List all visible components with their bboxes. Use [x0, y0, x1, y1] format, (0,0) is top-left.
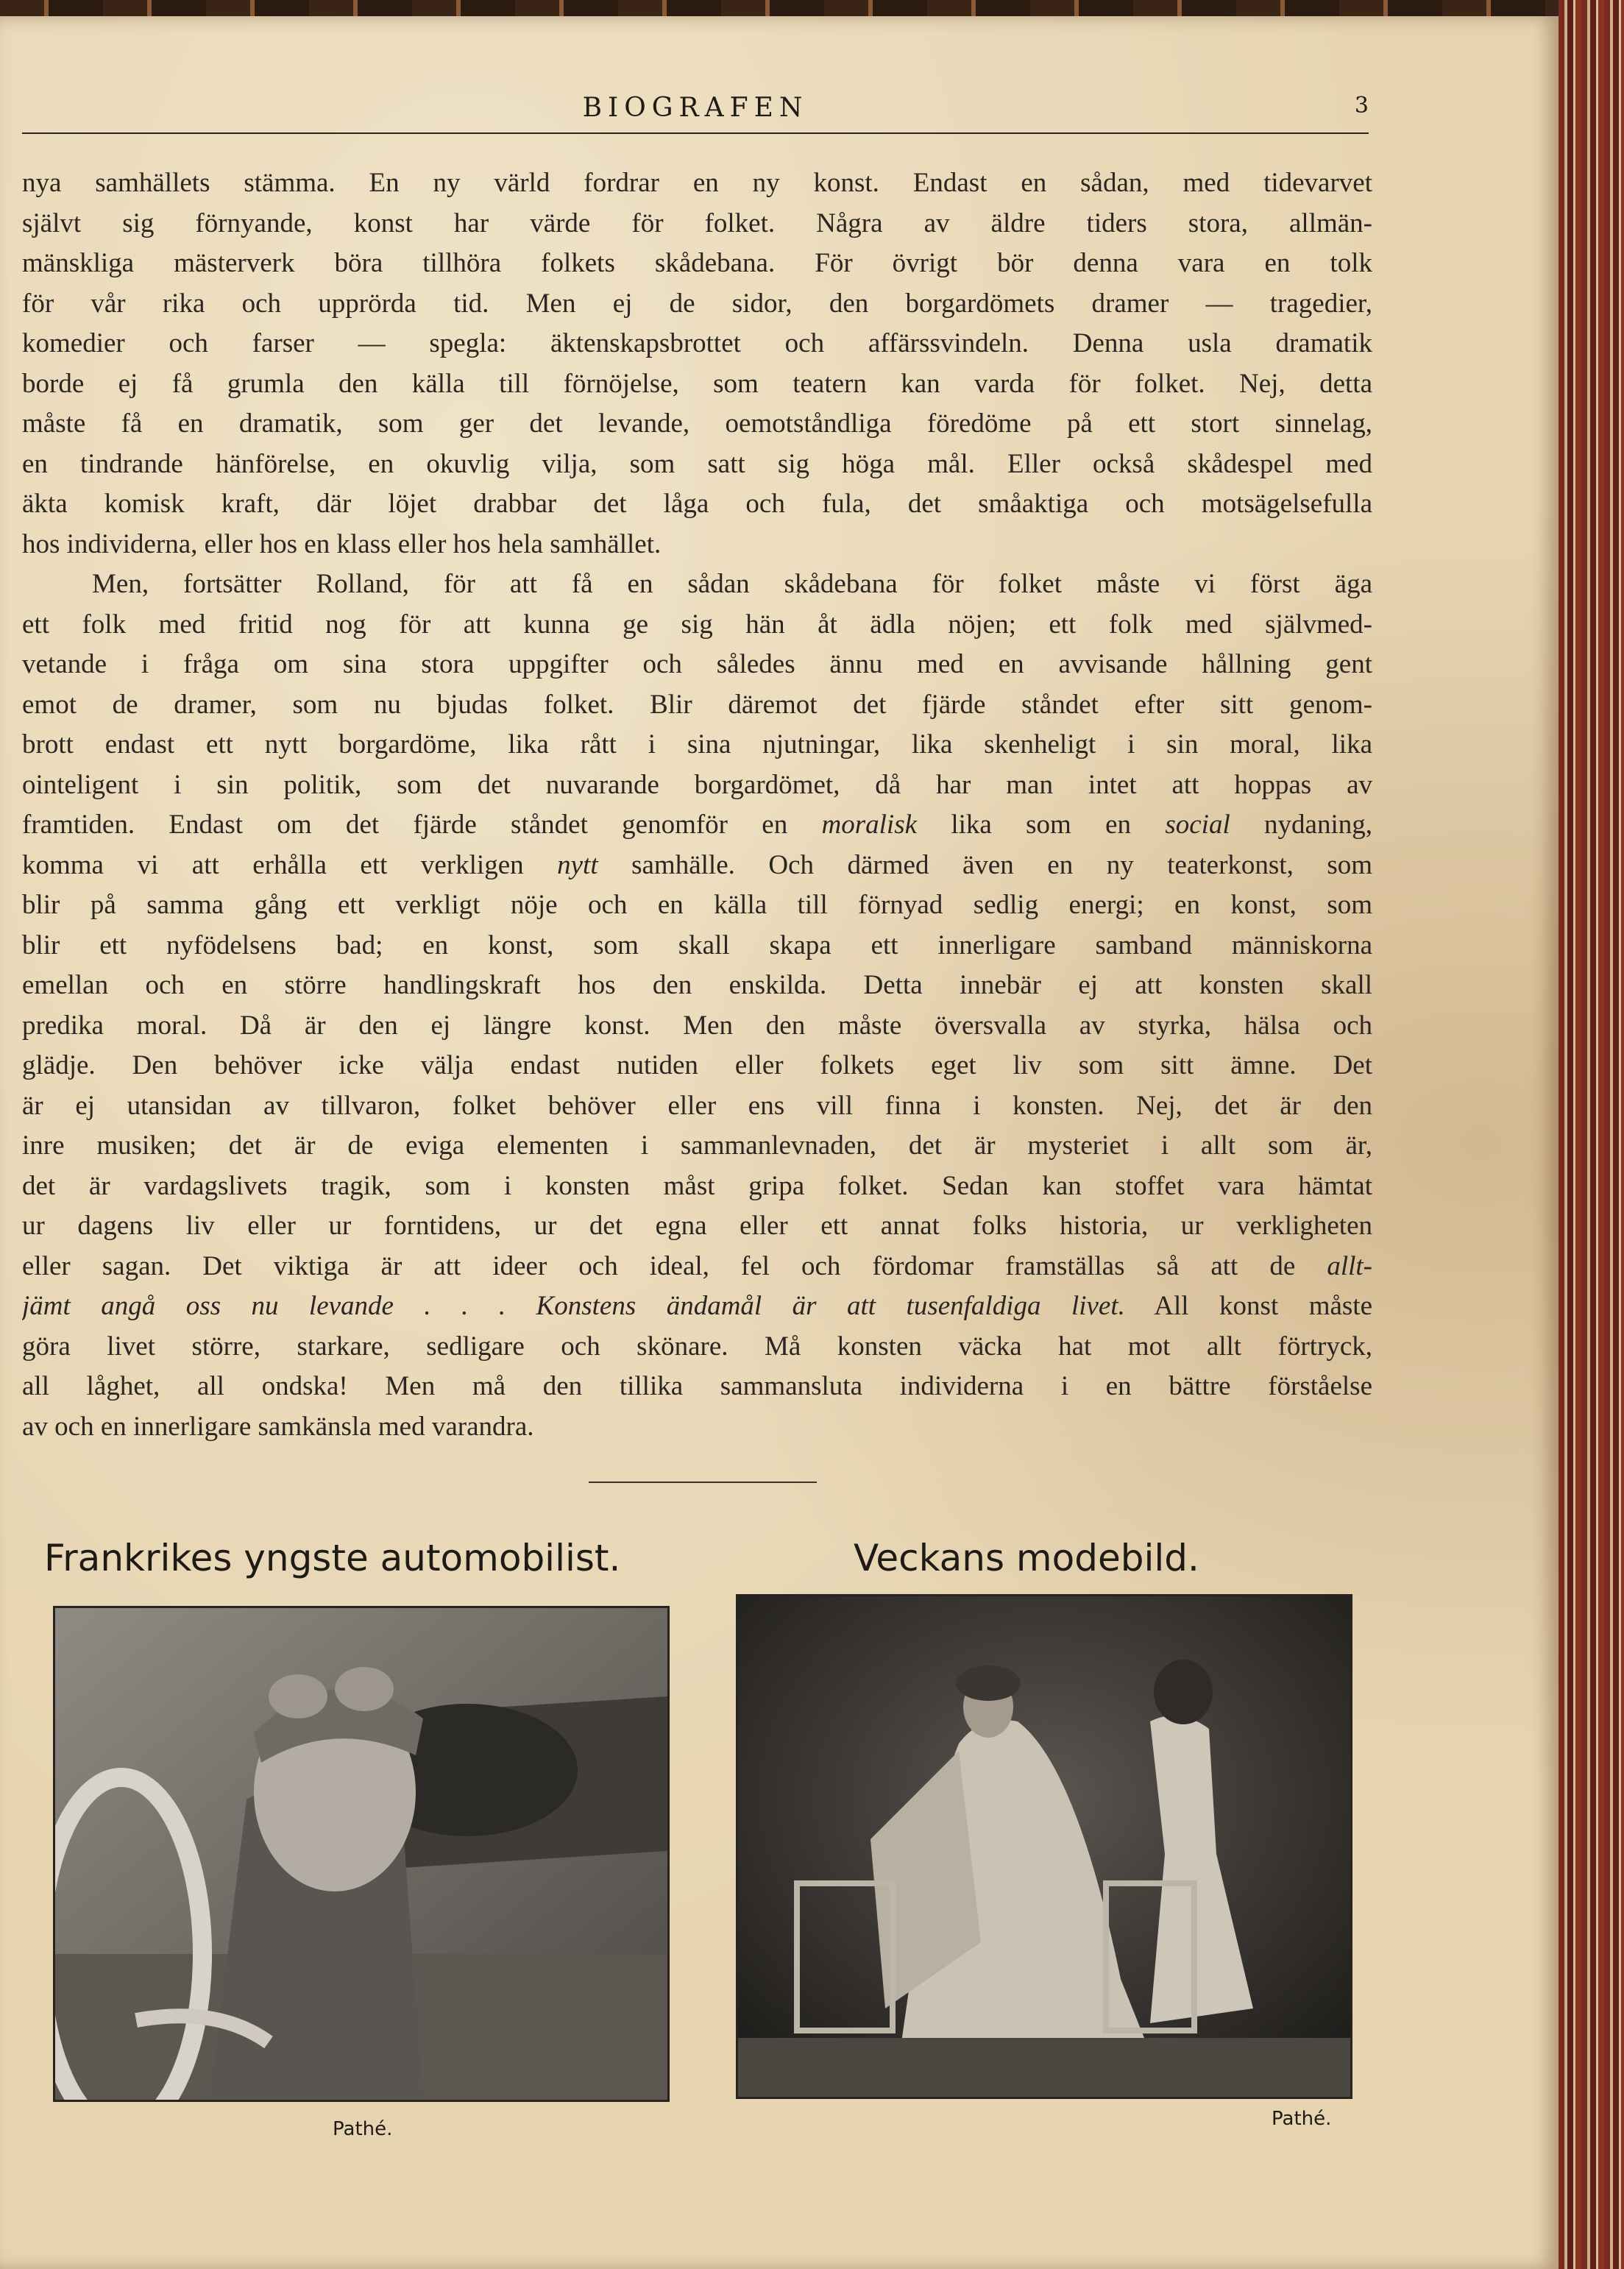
text-line: predika moral. Då är den ej längre konst. Men den måste översvalla av styrka, hälsa och: [22, 1010, 1372, 1041]
text-line: inre musiken; det är de eviga elementen i sammanlevnaden, det är mysteriet i allt som är,: [22, 1130, 1372, 1161]
right-photo-credit: Pathé.: [1272, 2108, 1332, 2130]
article-body: [22, 163, 1372, 1447]
text-line: ett folk med fritid nog för att kunna ge sig hän åt ädla nöjen; ett folk med självmed-: [22, 609, 1372, 640]
text-span: nydaning,: [1230, 810, 1372, 840]
text-line: [22, 1286, 1372, 1327]
right-photo-caption: Veckans modebild.: [854, 1537, 1199, 1579]
boy-in-car-photo: [53, 1606, 670, 2102]
text-line: [22, 1247, 1372, 1287]
text-line: blir ett nyfödelsens bad; en konst, som skall skapa ett innerligare samband människorna: [22, 930, 1372, 960]
section-divider: [589, 1482, 817, 1483]
page-number: 3: [1354, 93, 1369, 118]
text-span: framtiden. Endast om det fjärde ståndet genomför en: [22, 810, 822, 840]
text-line: äkta komisk kraft, där löjet drabbar det låga och fula, det småaktiga och motsägelsefulla: [22, 489, 1372, 519]
text-line: Men, fortsätter Rolland, för att få en sådan skådebana för folket måste vi först äga: [92, 569, 1372, 599]
text-line: göra livet större, starkare, sedligare och skönare. Må konsten väcka hat mot allt förtryck,: [22, 1331, 1372, 1362]
italic-span: social: [1165, 810, 1230, 840]
text-line: självt sig förnyande, konst har värde för folket. Några av äldre tiders stora, allmän-: [22, 208, 1372, 238]
left-photo-credit: Pathé.: [333, 2118, 393, 2140]
text-line: vetande i fråga om sina stora uppgifter och således ännu med en avvisande hållning gent: [22, 649, 1372, 679]
fashion-photo: [736, 1594, 1352, 2099]
text-line: hos individerna, eller hos en klass eller hos hela samhället.: [22, 528, 662, 559]
text-line: glädje. Den behöver icke välja endast nutiden eller folkets eget liv som sitt ämne. Det: [22, 1050, 1372, 1080]
text-line: är ej utansidan av tillvaron, folket behöver eller ens vill finna i konsten. Nej, det är den: [22, 1090, 1372, 1121]
left-photo-caption: Frankrikes yngste automobilist.: [44, 1537, 621, 1579]
text-line: brott endast ett nytt borgardöme, lika rått i sina njutningar, lika skenheligt i sin moral, lika: [22, 729, 1372, 760]
italic-span: moralisk: [821, 810, 918, 840]
publication-title: BIOGRAFEN: [582, 93, 809, 123]
text-span: lika som en: [917, 810, 1166, 840]
text-line: nya samhällets stämma. En ny värld fordrar en ny konst. Endast en sådan, med tidevarvet: [22, 168, 1372, 198]
magazine-page: [0, 16, 1559, 2269]
text-line: emot de dramer, som nu bjudas folket. Blir däremot det fjärde ståndet efter sitt genom-: [22, 689, 1372, 720]
text-line: borde ej få grumla den källa till förnöjelse, som teatern kan varda för folket. Nej, detta: [22, 368, 1372, 399]
text-line: all låghet, all ondska! Men må den tillika sammansluta individerna i en bättre förståelse: [22, 1371, 1372, 1401]
text-line: komedier och farser — spegla: äktenskapsbrottet och affärssvindeln. Denna usla dramatik: [22, 328, 1372, 358]
italic-span: jämt angå oss nu levande . . . Konstens ändamål är att tusenfaldiga livet.: [22, 1291, 1125, 1321]
text-line: blir på samma gång ett verkligt nöje och en källa till förnyad sedlig energi; en konst, som: [22, 890, 1372, 920]
text-line: [22, 846, 1372, 886]
text-line: det är vardagslivets tragik, som i konsten måst gripa folket. Sedan kan stoffet vara hämtat: [22, 1170, 1372, 1201]
book-edge: [1559, 0, 1624, 2269]
text-span: eller sagan. Det viktiga är att ideer och ideal, fel och fördomar framställas så att de: [22, 1250, 1327, 1281]
header-rule: [22, 132, 1369, 134]
text-line: ointeligent i sin politik, som det nuvarande borgardömet, då har man intet att hoppas av: [22, 769, 1372, 800]
italic-span: nytt: [557, 849, 598, 880]
page-header: [22, 74, 1369, 130]
text-span: samhälle. Och därmed även en ny teaterkonst, som: [598, 849, 1372, 880]
text-line: måste få en dramatik, som ger det levande, oemotståndliga föredöme på ett stort sinnelag,: [22, 408, 1372, 439]
text-line: mänskliga mästerverk böra tillhöra folkets skådebana. För övrigt bör denna vara en tolk: [22, 248, 1372, 278]
text-line: av och en innerligare samkänsla med varandra.: [22, 1411, 534, 1442]
italic-span: allt-: [1327, 1250, 1372, 1281]
text-line: för vår rika och upprörda tid. Men ej de sidor, den borgardömets dramer — tragedier,: [22, 288, 1372, 319]
text-line: en tindrande hänförelse, en okuvlig vilja, som satt sig höga mål. Eller också skådespel med: [22, 448, 1372, 479]
text-span: All konst måste: [1124, 1291, 1372, 1321]
text-span: komma vi att erhålla ett verkligen: [22, 849, 558, 880]
text-line: [22, 805, 1372, 846]
text-line: ur dagens liv eller ur forntidens, ur det egna eller ett annat folks historia, ur verkligheten: [22, 1211, 1372, 1241]
text-line: emellan och en större handlingskraft hos den enskilda. Detta innebär ej att konsten skall: [22, 970, 1372, 1000]
top-binding-strip: [0, 0, 1624, 16]
